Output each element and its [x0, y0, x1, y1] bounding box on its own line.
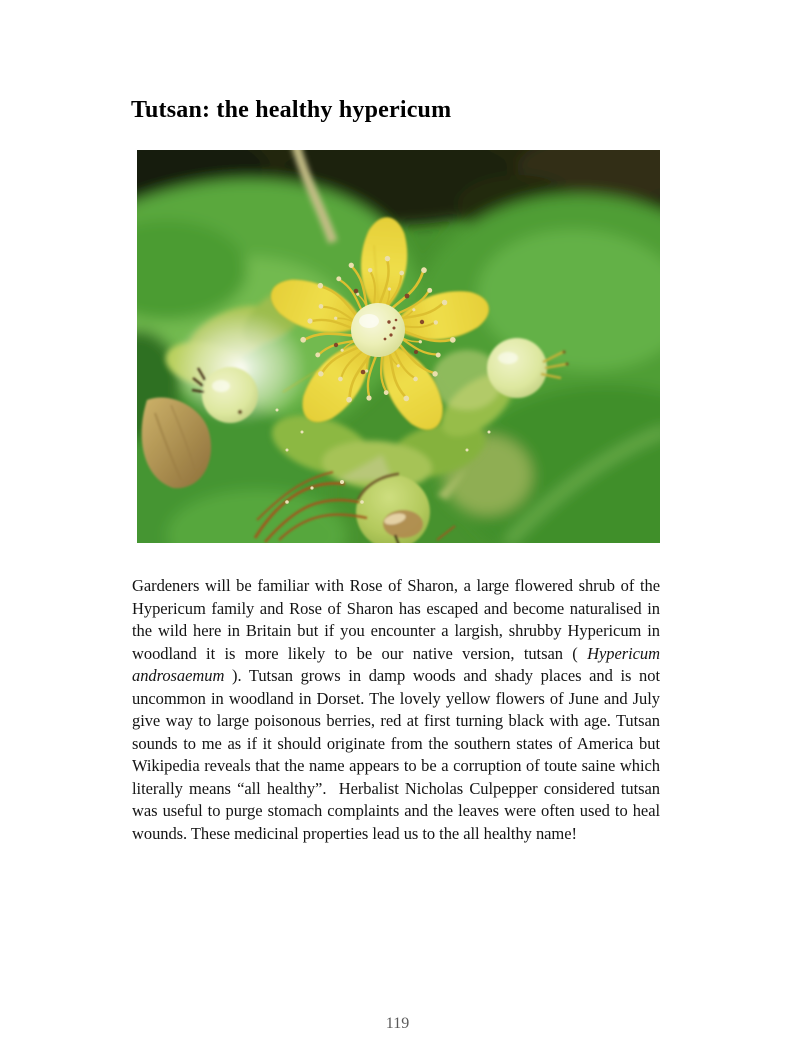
page-title: Tutsan: the healthy hypericum [131, 97, 452, 123]
body-paragraph [132, 575, 660, 846]
page-number: 119 [385, 1015, 410, 1032]
flower-ovary [351, 303, 405, 357]
paragraph-segment: ). Tutsan grows in damp woods and shady places and is not uncommon in woodland in Dorset. The lovely yellow flowers of June and July give way to large poisonous berries, red at first turning black with age. Tutsan sounds to me as if it should originate from the southern states of America but Wikipedia reveals that the name appears to be a corruption of toute saine which literally means “all healthy”. Herbalist Nicholas Culpepper considered tutsan was useful to purge stomach complaints and the leaves were often used to heal wounds. These medicinal properties lead us to the all healthy name! [132, 666, 660, 844]
paragraph-segment: Gardeners will be familiar with Rose of Sharon, a large flowered shrub of the Hypericum family and Rose of Sharon has escaped and become naturalised in the wild here in Britain but if you encounter a largish, shrubby Hypericum in woodland it is more likely to be our native version, tutsan ( [132, 576, 660, 663]
latin-name-italic: Hypericum androsaemum [132, 643, 660, 686]
tutsan-flower-image [137, 150, 660, 543]
flower-photo [137, 150, 660, 543]
